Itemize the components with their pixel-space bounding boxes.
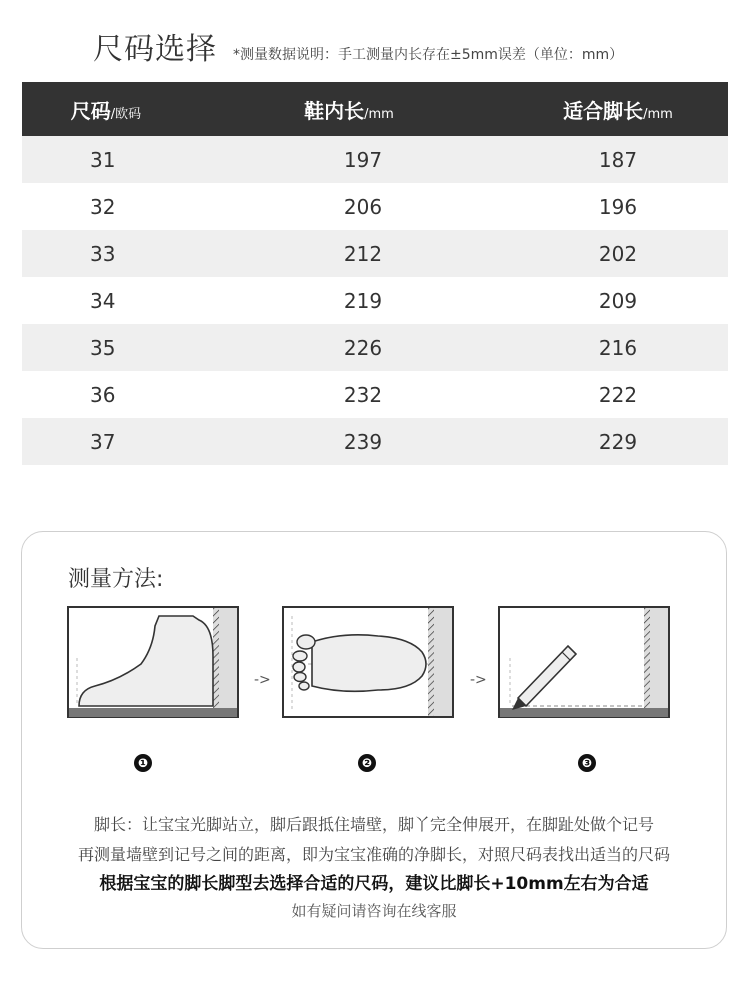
- size-cell: 35: [22, 324, 190, 371]
- wall-hatch: [644, 608, 650, 710]
- foot-length-cell: 229: [508, 418, 728, 465]
- measurement-note: *测量数据说明：手工测量内长存在±5mm误差（单位：mm）: [233, 47, 624, 63]
- foot-length-cell: 187: [508, 136, 728, 183]
- recommendation-line: 根据宝宝的脚长脚型去选择合适的尺码，建议比脚长+10mm左右为合适: [99, 874, 649, 894]
- shoe-length-cell: 197: [190, 136, 508, 183]
- size-cell: 32: [90, 194, 116, 219]
- step-1-icon: ❶: [134, 754, 152, 772]
- instruction-line-2: 再测量墙壁到记号之间的距离，即为宝宝准确的净脚长，对照尺码表找出适当的尺码: [77, 845, 670, 864]
- arrow-2: ->: [470, 672, 487, 688]
- table-row: [22, 324, 728, 371]
- shoe-length-cell: 206: [343, 194, 383, 219]
- table-row: [22, 230, 728, 277]
- header-shoe-length-unit: /mm: [364, 106, 394, 122]
- foot-side-view-diagram: [67, 606, 239, 718]
- header-foot-length-label: 适合脚长: [563, 98, 644, 123]
- table-row: [22, 136, 728, 183]
- foot-length-cell: 196: [598, 194, 638, 219]
- size-cell: 37: [22, 418, 190, 465]
- shoe-length-cell: 212: [190, 230, 508, 277]
- table-row: [22, 277, 728, 324]
- size-cell: 36: [90, 382, 116, 407]
- step-3-icon: ❸: [578, 754, 596, 772]
- toe-icon: [293, 651, 307, 661]
- header-size: [22, 82, 190, 136]
- size-cell: 34: [90, 288, 116, 313]
- floor: [500, 708, 668, 717]
- size-cell: 31: [22, 136, 190, 183]
- foot-length-cell: 216: [508, 324, 728, 371]
- shoe-length-cell: 239: [190, 418, 508, 465]
- table-row: [22, 418, 728, 465]
- size-table: [22, 82, 728, 465]
- foot-top-view-diagram: [282, 606, 454, 718]
- page-title: 尺码选择: [93, 32, 217, 67]
- toe-icon: [297, 635, 315, 649]
- toe-icon: [299, 682, 309, 690]
- foot-length-cell: 202: [508, 230, 728, 277]
- wall-hatch: [213, 608, 219, 710]
- table-row: [22, 183, 728, 230]
- instruction-line-1: 脚长：让宝宝光脚站立，脚后跟抵住墙壁，脚丫完全伸展开，在脚趾处做个记号: [93, 815, 654, 834]
- customer-service-line: 如有疑问请咨询在线客服: [291, 902, 457, 920]
- table-row: [22, 371, 728, 418]
- toe-icon: [294, 673, 306, 682]
- foot-length-cell: 222: [598, 382, 638, 407]
- header: [93, 24, 624, 67]
- header-size-unit: /欧码: [110, 106, 142, 122]
- foot-icon: [312, 635, 426, 691]
- toe-icon: [293, 662, 305, 672]
- size-cell: 33: [22, 230, 190, 277]
- header-foot-length-unit: /mm: [643, 106, 673, 122]
- table-header-row: [22, 82, 728, 136]
- step-2-icon: ❷: [358, 754, 376, 772]
- shoe-length-cell: 226: [190, 324, 508, 371]
- floor: [69, 708, 237, 717]
- pencil-mark-diagram: [498, 606, 670, 718]
- wall-hatch: [428, 608, 434, 716]
- shoe-length-cell: 232: [343, 382, 383, 407]
- method-title: 测量方法:: [68, 567, 164, 592]
- arrow-1: ->: [254, 672, 271, 688]
- header-shoe-length-label: 鞋内长: [304, 98, 365, 123]
- header-shoe-length: [190, 82, 508, 136]
- header-foot-length: [508, 82, 728, 136]
- header-size-label: 尺码: [70, 98, 111, 123]
- foot-length-cell: 209: [598, 288, 638, 313]
- shoe-length-cell: 219: [343, 288, 383, 313]
- measurement-method-box: [21, 531, 727, 949]
